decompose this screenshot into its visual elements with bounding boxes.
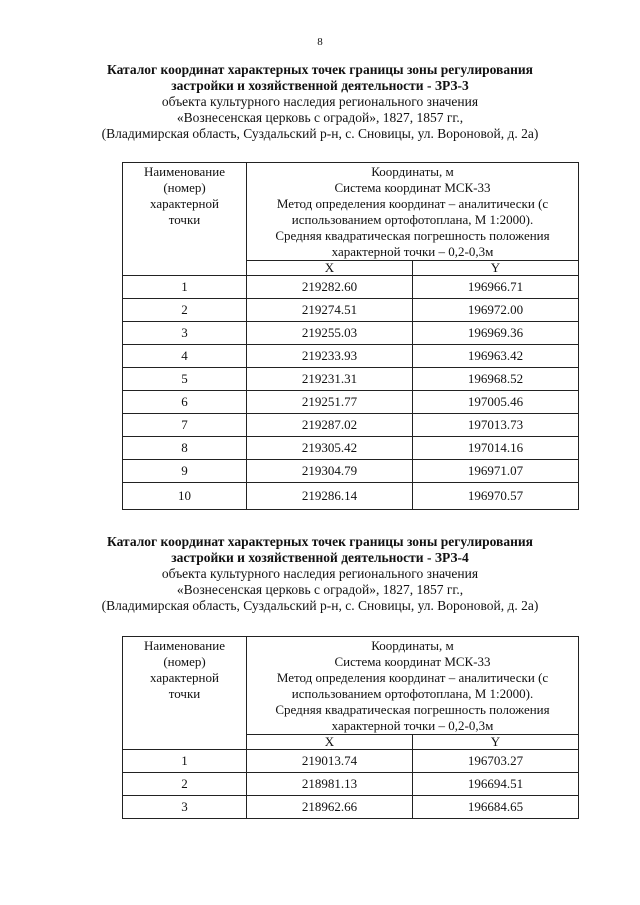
heading-object-line1: объекта культурного наследия регионального значения [161, 94, 479, 109]
point-number: 4 [123, 345, 247, 368]
x-column-header: X [247, 261, 413, 276]
heading-object-line2: «Вознесенская церковь с оградой», 1827, 1857 гг., [176, 110, 464, 125]
x-value: 218962.66 [247, 796, 413, 819]
heading-object-line3: (Владимирская область, Суздальский р-н, с. Сновицы, ул. Вороновой, д. 2а) [101, 598, 539, 613]
y-value: 196968.52 [413, 368, 579, 391]
table-row [123, 368, 579, 391]
y-value: 197014.16 [413, 437, 579, 460]
x-value: 219233.93 [247, 345, 413, 368]
x-value: 219274.51 [247, 299, 413, 322]
x-value: 219255.03 [247, 322, 413, 345]
catalog-section-zrz4 [0, 534, 640, 814]
point-number: 8 [123, 437, 247, 460]
table-row [123, 750, 579, 773]
y-column-header: Y [413, 261, 579, 276]
point-number: 10 [123, 483, 247, 510]
x-value: 219287.02 [247, 414, 413, 437]
section-heading [0, 534, 640, 614]
coordinates-table [122, 636, 579, 819]
catalog-section-zrz3 [0, 62, 640, 503]
point-number: 2 [123, 773, 247, 796]
point-number: 3 [123, 796, 247, 819]
x-value: 219231.31 [247, 368, 413, 391]
x-value: 219305.42 [247, 437, 413, 460]
point-number: 1 [123, 276, 247, 299]
heading-title-line1: Каталог координат характерных точек границы зоны регулирования [107, 534, 533, 549]
page-number: 8 [317, 36, 323, 48]
point-name-header: Наименование (номер) характерной точки [123, 637, 247, 750]
x-value: 219251.77 [247, 391, 413, 414]
y-value: 196971.07 [413, 460, 579, 483]
y-value: 196969.36 [413, 322, 579, 345]
x-value: 218981.13 [247, 773, 413, 796]
y-value: 196694.51 [413, 773, 579, 796]
section-heading [0, 62, 640, 142]
table-row [123, 391, 579, 414]
coordinates-header: Координаты, м Система координат МСК-33 Метод определения координат – аналитически (с использованием ортофотоплана, М 1:2000). Средняя квадратическая погрешность положения характерной точки – 0,2-0,3м [247, 637, 579, 735]
x-column-header: X [247, 735, 413, 750]
table-row [123, 276, 579, 299]
y-column-header: Y [413, 735, 579, 750]
point-number: 3 [123, 322, 247, 345]
x-value: 219282.60 [247, 276, 413, 299]
coordinates-table [122, 162, 579, 510]
x-value: 219013.74 [247, 750, 413, 773]
x-value: 219286.14 [247, 483, 413, 510]
table-row [123, 796, 579, 819]
x-value: 219304.79 [247, 460, 413, 483]
table-header-row [123, 163, 579, 261]
table-row [123, 345, 579, 368]
table-header-row [123, 637, 579, 735]
table-row [123, 437, 579, 460]
table-row [123, 414, 579, 437]
table-row [123, 322, 579, 345]
point-number: 7 [123, 414, 247, 437]
y-value: 196684.65 [413, 796, 579, 819]
heading-title-line2: застройки и хозяйственной деятельности - ЗРЗ-3 [171, 78, 469, 93]
y-value: 197013.73 [413, 414, 579, 437]
table-row [123, 483, 579, 510]
heading-title-line1: Каталог координат характерных точек границы зоны регулирования [107, 62, 533, 77]
heading-object-line2: «Вознесенская церковь с оградой», 1827, 1857 гг., [176, 582, 464, 597]
point-name-header: Наименование (номер) характерной точки [123, 163, 247, 276]
table-row [123, 299, 579, 322]
point-number: 9 [123, 460, 247, 483]
heading-object-line3: (Владимирская область, Суздальский р-н, с. Сновицы, ул. Вороновой, д. 2а) [101, 126, 539, 141]
point-number: 2 [123, 299, 247, 322]
y-value: 196972.00 [413, 299, 579, 322]
y-value: 197005.46 [413, 391, 579, 414]
heading-object-line1: объекта культурного наследия регионального значения [161, 566, 479, 581]
table-row [123, 460, 579, 483]
y-value: 196703.27 [413, 750, 579, 773]
heading-title-line2: застройки и хозяйственной деятельности - ЗРЗ-4 [171, 550, 469, 565]
table-row [123, 773, 579, 796]
y-value: 196970.57 [413, 483, 579, 510]
y-value: 196963.42 [413, 345, 579, 368]
y-value: 196966.71 [413, 276, 579, 299]
point-number: 1 [123, 750, 247, 773]
point-number: 6 [123, 391, 247, 414]
point-number: 5 [123, 368, 247, 391]
coordinates-header: Координаты, м Система координат МСК-33 Метод определения координат – аналитически (с использованием ортофотоплана, М 1:2000). Средняя квадратическая погрешность положения характерной точки – 0,2-0,3м [247, 163, 579, 261]
